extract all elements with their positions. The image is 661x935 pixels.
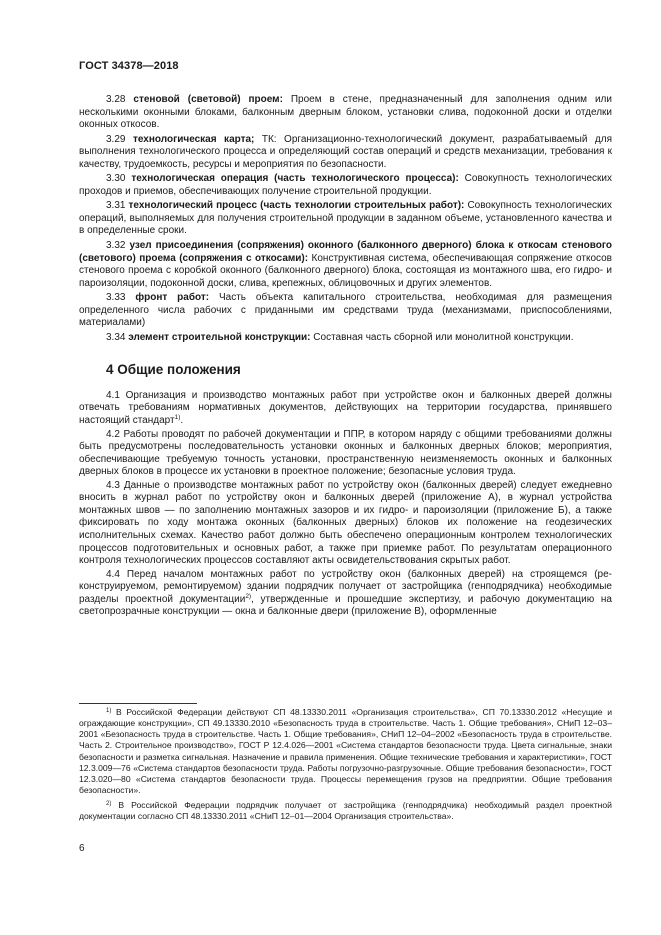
- paragraph-4-4: [79, 569, 612, 619]
- term-number: 3.29: [106, 133, 126, 145]
- term-definition: Совокупность технологических проходов и приемов, обеспечивающих получение строительной продукции.: [79, 173, 612, 197]
- term-definition: Проем в стене, предназначенный для заполнения одним или несколькими оконными блоками, балконным дверным блоком, установки слива, подоконной доски и отделки оконных откосов.: [79, 94, 612, 131]
- paragraph-text: 4.4 Перед началом монтажных работ по устройству окон (балконных дверей) на строящемся (реконструируемом, ремонтируемом) здании подрядчик получает от застройщика (генподрядчика) необходимые разделы проектной документации: [79, 568, 612, 605]
- term-number: 3.28: [106, 94, 126, 105]
- term-3-33: [79, 292, 612, 330]
- footnotes: [79, 707, 612, 827]
- document-header: ГОСТ 34378—2018: [79, 60, 179, 72]
- term-3-29: [79, 134, 612, 172]
- term-number: 3.33: [106, 292, 126, 304]
- footnote-2: [79, 800, 612, 822]
- term-definition: Составная часть сборной или монолитной конструкции.: [310, 331, 574, 343]
- term-3-30: [79, 173, 612, 198]
- paragraph-4-1: [79, 390, 612, 428]
- term-number: 3.30: [106, 173, 126, 185]
- term-name: технологическая карта;: [132, 133, 255, 145]
- term-name: технологическая операция (часть технологического процесса):: [131, 173, 459, 185]
- term-3-34: [79, 332, 612, 345]
- paragraph-4-2: 4.2 Работы проводят по рабочей документации и ППР, в котором наряду с общими требованиями должны быть предусмотрены последовательность установки оконных и балконных дверных блоков; мероприятия, обеспечивающие требуемую точность установки, пространственную неизменяемость оконных и балконных дверных блоков в процессе их установки в проектное положение; безопасные условия труда.: [79, 428, 612, 478]
- paragraph-4-3: 4.3 Данные о производстве монтажных работ по устройству окон (балконных дверей) следует ежедневно вносить в журнал работ по устройству окон и балконных дверей (приложение А), в журнал устройства монтажных швов — по заполнению монтажных зазоров и их гидро- и пароизоляции (приложение Б), а также фиксировать по ходу монтажа оконных (балконных дверных) блоков их положение на геодезических исполнительных схемах. Качество работ должно быть обеспечено операционным контролем технологических процессов подготовительных и основных работ, а также при приемке работ. По результатам операционного контроля технологических процессов составляют акты освидетельствования скрытых работ.: [79, 479, 612, 567]
- term-number: 3.32: [106, 240, 126, 252]
- page-number: 6: [79, 843, 85, 854]
- term-3-32: [79, 240, 612, 290]
- term-definition: Совокупность технологических операций, выполняемых для получения строительной продукции в заданном объеме, установленного качества и в определенные сроки.: [79, 200, 612, 237]
- term-name: элемент строительной конструкции:: [128, 331, 311, 343]
- term-3-28: [79, 94, 612, 132]
- term-definition: ТК: Организационно-технологический документ, разрабатываемый для выполнения технологического процесса и определяющий состав операций и средств механизации, требования к качеству, трудоемкость, ресурсы и мероприятия по безопасности.: [79, 133, 612, 170]
- term-definition: Часть объекта капитального строительства, необходимая для размещения определенного числа рабочих с приданными им средствами труда (механизмами, приспособлениями, материалами): [79, 292, 612, 329]
- footnote-ref: 1): [174, 414, 181, 422]
- paragraph-text-end: , утвержденные и прошедшие экспертизу, и рабочую документацию на светопрозрачные конструкции — окна и балконные двери (приложение В), оформленные: [79, 593, 612, 618]
- footnote-text: В Российской Федерации действуют СП 48.13330.2011 «Организация строительства», СП 70.13330.2012 «Несущие и ограждающие конструкции», СП 49.13330.2010 «Безопасность труда в строительстве. Часть 1. Общие требования», СНиП 12–03–2001 «Безопасность труда в строительстве. Часть 1. Общие требования», СНиП 12–04–2002 «Безопасность труда в строительстве. Часть 2. Строительное производство», ГОСТ Р 12.4.026—2001 «Система стандартов безопасности труда. Цвета сигнальные, знаки безопасности и разметка сигнальная. Назначение и правила применения. Общие технические требования и характеристики», ГОСТ 12.3.009—76 «Система стандартов безопасности труда. Работы погрузочно-разгрузочные. Общие требования безопасности», ГОСТ 12.3.020—80 «Система стандартов безопасности труда. Процессы перемещения грузов на предприятии. Общие требования безопасности».: [79, 707, 612, 796]
- term-name: технологический процесс (часть технологии строительных работ):: [128, 200, 465, 212]
- paragraph-text-end: .: [180, 415, 184, 427]
- term-3-31: [79, 200, 612, 238]
- footnote-ref: 2): [245, 592, 252, 600]
- body-text: [79, 94, 612, 620]
- footnote-1: [79, 707, 612, 796]
- footnote-divider: [79, 703, 197, 704]
- term-name: фронт работ:: [135, 292, 210, 304]
- term-name: стеновой (световой) проем:: [133, 94, 283, 105]
- section-title: 4 Общие положения: [106, 362, 241, 378]
- paragraph-text: 4.1 Организация и производство монтажных работ при устройстве окон и балконных дверей должны отвечать требованиям нормативных документов, действующих на территории государства, принявшего настоящий стандарт: [79, 389, 612, 427]
- footnote-mark: 2): [106, 801, 112, 808]
- term-number: 3.31: [106, 200, 126, 212]
- footnote-text: В Российской Федерации подрядчик получает от застройщика (генподрядчика) необходимый раздел проектной документации согласно СП 48.13330.2011 «СНиП 12–01—2004 Организация строительства».: [79, 800, 612, 822]
- term-number: 3.34: [106, 331, 126, 343]
- footnote-mark: 1): [106, 708, 112, 714]
- term-definition: Конструктивная система, обеспечивающая сопряжение откосов стенового проема с коробкой оконного (балконного дверного) блока, состоящая из монтажного шва, его гидро- и пароизоляции, подоконной доски, слива, крепежных, облицовочных и других элементов.: [79, 252, 612, 289]
- term-name: узел присоединения (сопряжения) оконного (балконного дверного) блока к откосам стенового (светового) проема (сопряжения с откосами):: [79, 240, 612, 264]
